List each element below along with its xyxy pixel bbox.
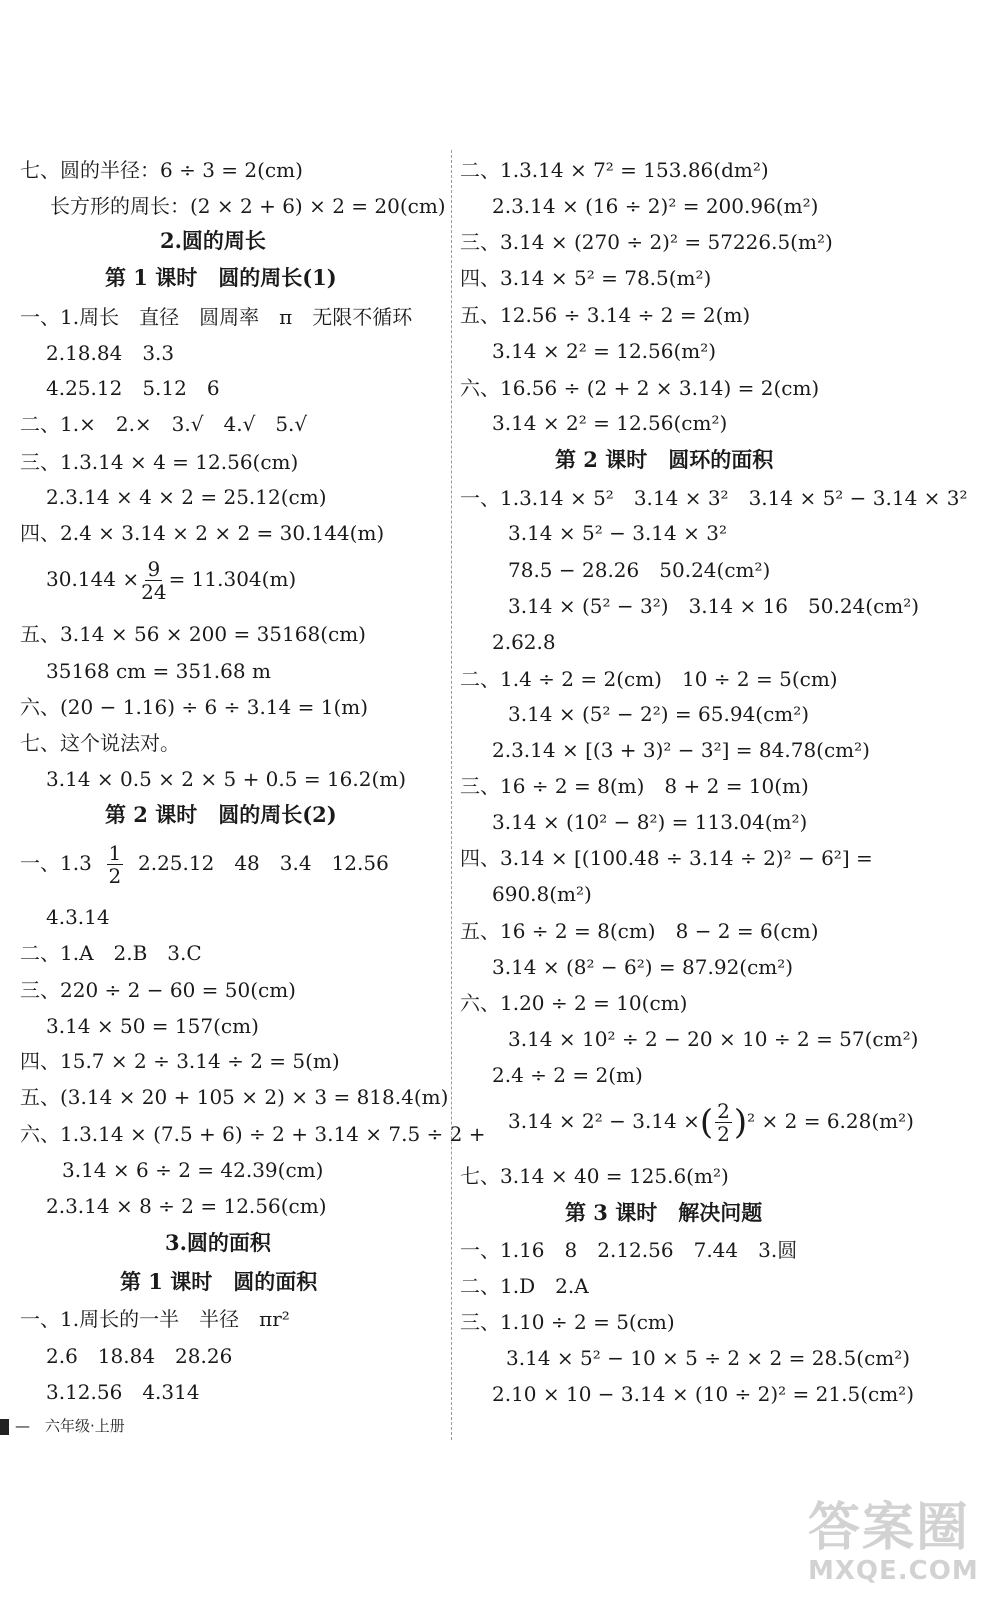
answer-line: 4.25.12 5.12 6 xyxy=(46,376,220,400)
section-title: 3.圆的面积 xyxy=(165,1230,271,1255)
denominator: 24 xyxy=(141,580,167,604)
answer-line: 2.3.14 × 8 ÷ 2 = 12.56(cm) xyxy=(46,1194,327,1218)
page-number-mark xyxy=(0,1419,9,1435)
expr-text: 30.144 × xyxy=(46,567,140,591)
lesson-title: 第 2 课时 圆的周长(2) xyxy=(105,802,337,827)
answer-line: 3.14 × 2² = 12.56(cm²) xyxy=(492,411,728,435)
answer-line: 五、(3.14 × 20 + 105 × 2) × 3 = 818.4(m) xyxy=(20,1085,449,1109)
watermark-text: 答案圈 xyxy=(808,1498,971,1558)
answer-line: 2.62.8 xyxy=(492,630,556,654)
answer-line: 二、1.3.14 × 7² = 153.86(dm²) xyxy=(460,158,769,182)
answer-line: 2.3.14 × (16 ÷ 2)² = 200.96(m²) xyxy=(492,194,819,218)
answer-line: 3.14 × 5² − 10 × 5 ÷ 2 × 2 = 28.5(cm²) xyxy=(506,1346,911,1370)
answer-line: 3.14 × (8² − 6²) = 87.92(cm²) xyxy=(492,955,794,979)
expr-text: 一、1.3 xyxy=(20,851,92,875)
answer-line: 六、1.20 ÷ 2 = 10(cm) xyxy=(460,991,688,1015)
fraction-line xyxy=(20,842,389,887)
answer-line: 三、220 ÷ 2 − 60 = 50(cm) xyxy=(20,978,296,1002)
numerator: 1 xyxy=(108,841,122,865)
answer-line: 七、圆的半径：6 ÷ 3 = 2(cm) xyxy=(20,158,303,182)
answer-line: 一、1.周长的一半 半径 πr² xyxy=(20,1307,290,1331)
answer-line: 三、1.10 ÷ 2 = 5(cm) xyxy=(460,1310,675,1334)
answer-line: 一、1.周长 直径 圆周率 π 无限不循环 xyxy=(20,305,413,329)
answer-line: 78.5 − 28.26 50.24(cm²) xyxy=(508,558,771,582)
expr-text: 3.14 × 2² − 3.14 × xyxy=(508,1109,700,1133)
fraction xyxy=(107,842,124,887)
answer-line: 3.14 × (10² − 8²) = 113.04(m²) xyxy=(492,810,808,834)
left-paren: ( xyxy=(699,1102,714,1143)
answer-line: 四、3.14 × 5² = 78.5(m²) xyxy=(460,266,712,290)
answer-line: 长方形的周长：(2 × 2 + 6) × 2 = 20(cm) xyxy=(50,194,446,218)
answer-line: 一、1.3.14 × 5² 3.14 × 3² 3.14 × 5² − 3.14 × 3² xyxy=(460,486,968,510)
answer-line: 690.8(m²) xyxy=(492,882,592,906)
answer-line: 二、1.A 2.B 3.C xyxy=(20,941,202,965)
expr-text: = 11.304(m) xyxy=(168,567,297,591)
answer-line: 2.6 18.84 28.26 xyxy=(46,1344,233,1368)
answer-line: 四、3.14 × [(100.48 ÷ 3.14 ÷ 2)² − 6²] = xyxy=(460,846,873,870)
fraction-line xyxy=(508,1100,914,1145)
answer-line: 五、3.14 × 56 × 200 = 35168(cm) xyxy=(20,622,366,646)
answer-line: 四、2.4 × 3.14 × 2 × 2 = 30.144(m) xyxy=(20,521,385,545)
numerator: 2 xyxy=(717,1099,730,1123)
watermark-url: MXQE.COM xyxy=(808,1556,979,1586)
answer-line: 一、1.16 8 2.12.56 7.44 3.圆 xyxy=(460,1238,798,1262)
answer-line: 3.14 × 5² − 3.14 × 3² xyxy=(508,521,727,545)
expr-text: ² × 2 = 6.28(m²) xyxy=(747,1109,914,1133)
answer-line: 3.14 × 50 = 157(cm) xyxy=(46,1014,259,1038)
answer-line: 3.14 × 0.5 × 2 × 5 + 0.5 = 16.2(m) xyxy=(46,767,407,791)
answer-line: 3.14 × 6 ÷ 2 = 42.39(cm) xyxy=(62,1158,324,1182)
denominator: 2 xyxy=(108,864,122,888)
answer-line: 2.3.14 × [(3 + 3)² − 3²] = 84.78(cm²) xyxy=(492,738,870,762)
answer-line: 七、这个说法对。 xyxy=(20,731,180,755)
answer-line: 三、16 ÷ 2 = 8(m) 8 + 2 = 10(m) xyxy=(460,774,809,798)
answer-line: 五、12.56 ÷ 3.14 ÷ 2 = 2(m) xyxy=(460,303,751,327)
answer-line: 五、16 ÷ 2 = 8(cm) 8 − 2 = 6(cm) xyxy=(460,919,819,943)
answer-line: 二、1.D 2.A xyxy=(460,1274,589,1298)
watermark-logo xyxy=(808,1500,988,1595)
answer-line: 二、1.× 2.× 3.√ 4.√ 5.√ xyxy=(20,412,308,436)
answer-line: 3.14 × 10² ÷ 2 − 20 × 10 ÷ 2 = 57(cm²) xyxy=(508,1027,919,1051)
answer-line: 二、1.4 ÷ 2 = 2(cm) 10 ÷ 2 = 5(cm) xyxy=(460,667,838,691)
answer-line: 2.3.14 × 4 × 2 = 25.12(cm) xyxy=(46,485,327,509)
answer-line: 六、1.3.14 × (7.5 + 6) ÷ 2 + 3.14 × 7.5 ÷ 2 + xyxy=(20,1122,486,1146)
answer-line: 2.4 ÷ 2 = 2(m) xyxy=(492,1063,643,1087)
numerator: 9 xyxy=(147,557,161,581)
answer-line: 3.12.56 4.314 xyxy=(46,1380,200,1404)
lesson-title: 第 1 课时 圆的面积 xyxy=(120,1269,318,1294)
answer-line: 3.14 × (5² − 3²) 3.14 × 16 50.24(cm²) xyxy=(508,594,920,618)
answer-line: 3.14 × (5² − 2²) = 65.94(cm²) xyxy=(508,702,810,726)
section-title: 2.圆的周长 xyxy=(160,228,266,253)
expr-text: 2.25.12 48 3.4 12.56 xyxy=(137,851,389,875)
answer-line: 三、3.14 × (270 ÷ 2)² = 57226.5(m²) xyxy=(460,230,833,254)
denominator: 2 xyxy=(717,1122,730,1146)
lesson-title: 第 1 课时 圆的周长(1) xyxy=(105,265,337,290)
fraction-line xyxy=(46,558,296,603)
fraction xyxy=(715,1100,732,1145)
answer-line: 2.18.84 3.3 xyxy=(46,341,175,365)
answer-line: 七、3.14 × 40 = 125.6(m²) xyxy=(460,1164,729,1188)
answer-line: 六、(20 − 1.16) ÷ 6 ÷ 3.14 = 1(m) xyxy=(20,695,369,719)
answer-line: 35168 cm = 351.68 m xyxy=(46,659,271,683)
answer-line: 四、15.7 × 2 ÷ 3.14 ÷ 2 = 5(m) xyxy=(20,1049,340,1073)
column-divider xyxy=(451,150,452,1440)
page-footer xyxy=(0,1415,125,1436)
lesson-title: 第 2 课时 圆环的面积 xyxy=(555,447,774,472)
answer-line: 六、16.56 ÷ (2 + 2 × 3.14) = 2(cm) xyxy=(460,376,820,400)
fraction xyxy=(141,558,166,603)
right-paren: ) xyxy=(733,1102,748,1143)
answer-line: 三、1.3.14 × 4 = 12.56(cm) xyxy=(20,450,299,474)
answer-line: 2.10 × 10 − 3.14 × (10 ÷ 2)² = 21.5(cm²) xyxy=(492,1382,914,1406)
lesson-title: 第 3 课时 解决问题 xyxy=(565,1200,763,1225)
footer-text: — 六年级·上册 xyxy=(15,1417,125,1435)
answer-line: 3.14 × 2² = 12.56(m²) xyxy=(492,339,717,363)
answer-line: 4.3.14 xyxy=(46,905,110,929)
